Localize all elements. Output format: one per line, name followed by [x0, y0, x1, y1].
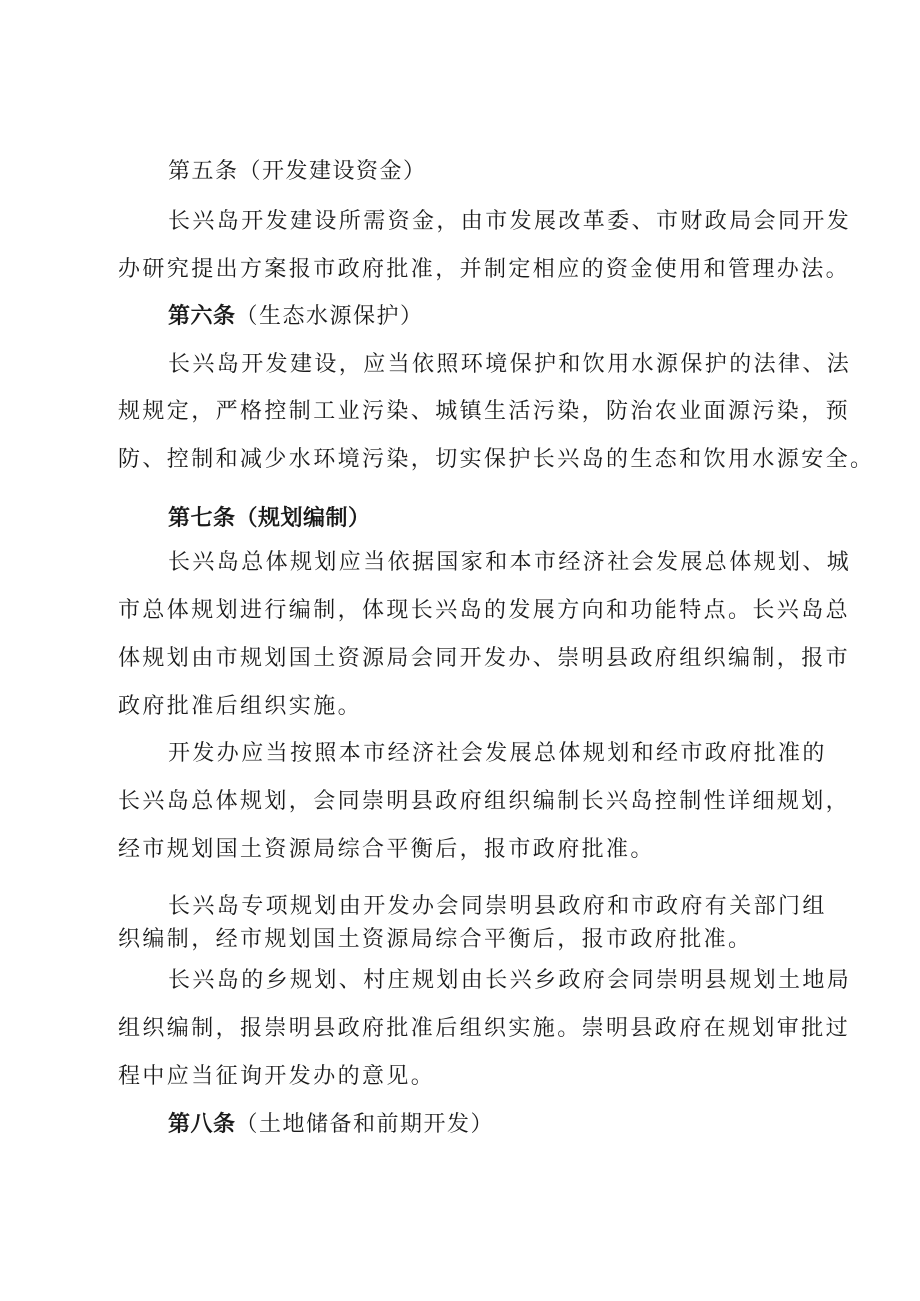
article-7-p3-line1: 长兴岛专项规划由开发办会同崇明县政府和市政府有关部门组: [168, 894, 827, 919]
article-7-p2-line1: 开发办应当按照本市经济社会发展总体规划和经市政府批准的: [168, 741, 827, 766]
article-6-p1-line3: 防、控制和减少水环境污染，切实保护长兴岛的生态和饮用水源安全。: [118, 447, 875, 472]
article-7-p2-line2: 长兴岛总体规划，会同崇明县政府组织编制长兴岛控制性详细规划，: [118, 789, 851, 814]
article-7-heading: 第七条（规划编制）: [168, 506, 371, 531]
article-7-p4-line3: 程中应当征询开发办的意见。: [118, 1064, 436, 1089]
article-5-p1-line2: 办研究提出方案报市政府批准，并制定相应的资金使用和管理办法。: [118, 257, 851, 282]
article-7-p4-line1: 长兴岛的乡规划、村庄规划由长兴乡政府会同崇明县规划土地局: [168, 968, 852, 993]
article-7-p2-line3: 经市规划国土资源局综合平衡后，报市政府批准。: [118, 837, 655, 862]
article-5-p1-line1: 长兴岛开发建设所需资金，由市发展改革委、市财政局会同开发: [168, 209, 852, 234]
article-7-p1-line2: 市总体规划进行编制，体现长兴岛的发展方向和功能特点。长兴岛总: [118, 598, 851, 623]
article-7-p3-line2: 织编制，经市规划国土资源局综合平衡后，报市政府批准。: [118, 927, 753, 952]
article-8-heading: 第八条（土地储备和前期开发）: [168, 1112, 495, 1137]
article-7-p1-line1: 长兴岛总体规划应当依据国家和本市经济社会发展总体规划、城: [168, 550, 852, 575]
article-7-p1-line4: 政府批准后组织实施。: [118, 694, 363, 719]
article-6-p1-line2: 规规定，严格控制工业污染、城镇生活污染，防治农业面源污染，预: [118, 399, 851, 424]
article-5-heading: 第五条（开发建设资金）: [168, 159, 427, 184]
article-7-p4-line2: 组织编制，报崇明县政府批准后组织实施。崇明县政府在规划审批过: [118, 1016, 851, 1041]
article-7-p1-line3: 体规划由市规划国土资源局会同开发办、崇明县政府组织编制，报市: [118, 646, 851, 671]
article-6-p1-line1: 长兴岛开发建设，应当依照环境保护和饮用水源保护的法律、法: [168, 352, 852, 377]
article-6-heading: 第六条（生态水源保护）: [168, 304, 424, 329]
